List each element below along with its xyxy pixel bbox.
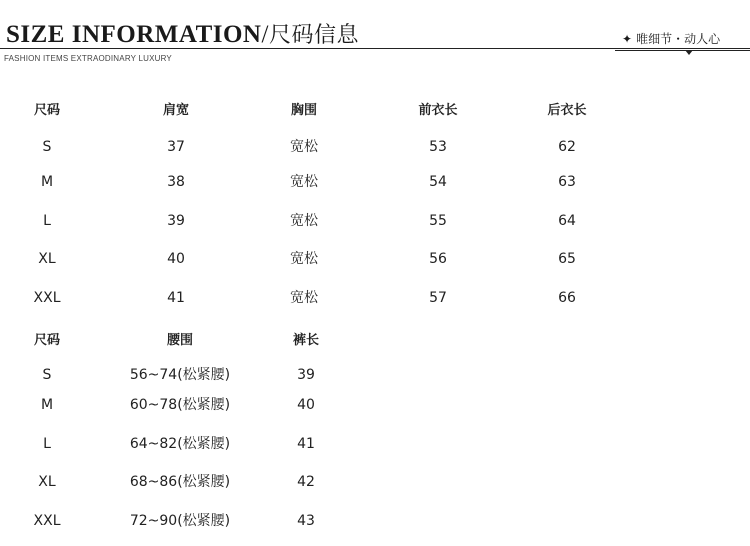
title-english: SIZE INFORMATION (6, 21, 262, 48)
table-cell: S (42, 367, 52, 383)
table-header-cell: 前衣长 (418, 103, 458, 118)
table-cell: 57 (429, 290, 447, 306)
table-cell: 66 (558, 290, 576, 306)
triangle-down-icon (685, 50, 693, 55)
table-cell: 40 (167, 251, 185, 267)
table-cell: 64~82(松紧腰) (129, 436, 231, 452)
table-cell: 宽松 (290, 290, 318, 306)
table-cell: 68~86(松紧腰) (129, 474, 231, 490)
table-cell: 38 (167, 174, 185, 190)
table-cell: M (40, 397, 54, 413)
table-cell: 56 (429, 251, 447, 267)
table-cell: 43 (297, 513, 315, 529)
star-icon: ✦ (622, 32, 633, 46)
table-cell: XL (38, 251, 56, 267)
table-cell: XL (38, 474, 56, 490)
table-cell: 63 (558, 174, 576, 190)
table-cell: 42 (297, 474, 315, 490)
table-header-cell: 后衣长 (547, 103, 587, 118)
page-subtitle: FASHION ITEMS EXTRAODINARY LUXURY (4, 54, 172, 63)
table-cell: 56~74(松紧腰) (129, 367, 231, 383)
page-title (6, 20, 359, 51)
table-cell: 64 (558, 213, 576, 229)
table-cell: 宽松 (290, 139, 318, 155)
slogan-tag (622, 30, 720, 47)
table-header-cell: 胸围 (290, 103, 318, 118)
table-cell: 37 (167, 139, 185, 155)
slogan-underline (615, 50, 750, 51)
table-header-cell: 裤长 (292, 333, 320, 348)
table-header-cell: 尺码 (33, 333, 61, 348)
header-divider (0, 48, 750, 49)
table-cell: 40 (297, 397, 315, 413)
title-chinese: 尺码信息 (268, 23, 359, 48)
table-cell: 54 (429, 174, 447, 190)
table-cell: 宽松 (290, 174, 318, 190)
table-cell: 65 (558, 251, 576, 267)
table-cell: 41 (297, 436, 315, 452)
table-cell: 41 (167, 290, 185, 306)
table-header-cell: 尺码 (33, 103, 61, 118)
table-cell: 53 (429, 139, 447, 155)
table-cell: L (43, 213, 51, 229)
table-cell: XXL (33, 513, 61, 529)
table-cell: XXL (33, 290, 61, 306)
table-cell: 宽松 (290, 251, 318, 267)
table-cell: 72~90(松紧腰) (129, 513, 231, 529)
table-cell: 39 (297, 367, 315, 383)
table-cell: L (43, 436, 51, 452)
table-cell: 55 (429, 213, 447, 229)
table-cell: 62 (558, 139, 576, 155)
table-header-cell: 腰围 (166, 333, 194, 348)
table-header-cell: 肩宽 (162, 103, 190, 118)
slogan-text: 唯细节・动人心 (636, 32, 721, 46)
table-cell: S (42, 139, 52, 155)
title-separator: / (261, 21, 269, 48)
table-cell: M (40, 174, 54, 190)
table-cell: 60~78(松紧腰) (129, 397, 231, 413)
table-cell: 宽松 (290, 213, 318, 229)
table-cell: 39 (167, 213, 185, 229)
